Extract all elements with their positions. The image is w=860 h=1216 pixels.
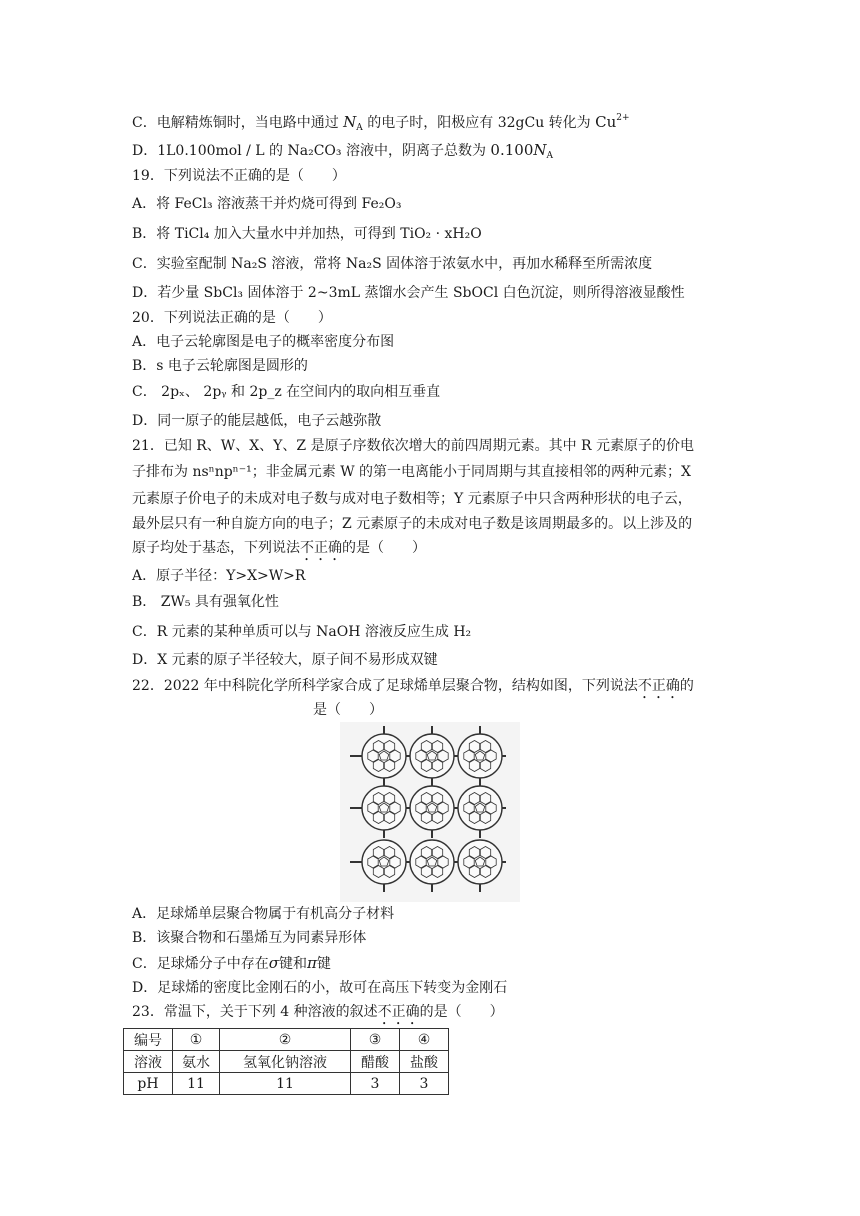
q19-option-d: D．若少量 SbCl₃ 固体溶于 2~3mL 蒸馏水会产生 SbOCl 白色沉淀，则所得溶液显酸性 xyxy=(132,285,685,301)
table-cell: pH xyxy=(124,1073,173,1095)
table-cell: 盐酸 xyxy=(400,1051,449,1073)
q21-stem-5 xyxy=(132,538,426,564)
q21-option-c: C．R 元素的某种单质可以与 NaOH 溶液反应生成 H₂ xyxy=(132,624,472,640)
q20-option-d: D．同一原子的能层越低，电子云越弥散 xyxy=(132,413,382,429)
q22-emphasis: 不正确 xyxy=(637,678,680,694)
fullerene-polymer-figure xyxy=(340,722,520,902)
table-cell: 醋酸 xyxy=(351,1051,400,1073)
q22-stem-1b: 的 xyxy=(679,678,694,694)
q22c-text-3: 键 xyxy=(316,956,331,972)
q20-option-a: A．电子云轮廓图是电子的概率密度分布图 xyxy=(132,334,395,350)
q21-option-a: A．原子半径：Y>X>W>R xyxy=(132,568,306,584)
q22-stem-1a: 22．2022 年中科院化学所科学家合成了足球烯单层聚合物，结构如图，下列说法 xyxy=(132,678,638,694)
q19-option-b: B．将 TiCl₄ 加入大量水中并加热，可得到 TiO₂ · xH₂O xyxy=(132,226,482,242)
q23-emphasis: 不正确 xyxy=(377,1004,420,1020)
q23-stem-a: 23．常温下，关于下列 4 种溶液的叙述 xyxy=(132,1004,378,1020)
table-row xyxy=(124,1051,449,1073)
q18c-text-2: 的电子时，阳极应有 32gCu 转化为 xyxy=(367,115,591,131)
na-symbol: N xyxy=(343,113,357,131)
q22-stem-2: 是（ ） xyxy=(313,702,383,718)
q19-option-a: A．将 FeCl₃ 溶液蒸干并灼烧可得到 Fe₂O₃ xyxy=(132,196,402,212)
q21-option-d: D．X 元素的原子半径较大，原子间不易形成双键 xyxy=(132,652,438,668)
table-row xyxy=(124,1073,449,1095)
table-cell: ③ xyxy=(351,1029,400,1051)
q18c-text-1: C．电解精炼铜时，当电路中通过 xyxy=(132,115,339,131)
table-cell: 11 xyxy=(173,1073,220,1095)
fullerene-ball xyxy=(362,840,406,884)
q19-option-c: C．实验室配制 Na₂S 溶液，常将 Na₂S 固体溶于浓氨水中，再加水稀释至所需浓度 xyxy=(132,256,653,272)
q18-option-c xyxy=(132,108,630,138)
q19-stem: 19．下列说法不正确的是（ ） xyxy=(132,168,346,184)
q22-option-b: B．该聚合物和石墨烯互为同素异形体 xyxy=(132,930,367,946)
fullerene-ball xyxy=(410,840,454,884)
cu-charge: 2+ xyxy=(616,113,630,123)
q18d-text: D．1L0.100mol / L 的 Na₂CO₃ 溶液中，阴离子总数为 xyxy=(132,143,486,159)
q20-option-b: B．s 电子云轮廓图是圆形的 xyxy=(132,358,308,374)
na-symbol-2: N xyxy=(533,141,547,159)
q21-stem-5a: 原子均处于基态，下列说法 xyxy=(132,540,300,556)
fullerene-ball xyxy=(458,840,502,884)
table-cell: ④ xyxy=(400,1029,449,1051)
q21-stem-2: 子排布为 nsⁿnpⁿ⁻¹；非金属元素 W 的第一电离能小于同周期与其直接相邻的两种元素；X xyxy=(132,464,691,480)
q18-option-d xyxy=(132,140,553,166)
q22-option-a: A．足球烯单层聚合物属于有机高分子材料 xyxy=(132,906,395,922)
na-subscript-2: A xyxy=(546,151,553,161)
solution-table xyxy=(123,1028,449,1095)
table-cell: 氢氧化钠溶液 xyxy=(220,1051,351,1073)
table-cell: 3 xyxy=(351,1073,400,1095)
table-cell: 溶液 xyxy=(124,1051,173,1073)
table-cell: 氨水 xyxy=(173,1051,220,1073)
q22c-text-1: C．足球烯分子中存在 xyxy=(132,956,269,972)
fullerene-ball xyxy=(362,786,406,830)
table-cell: ② xyxy=(220,1029,351,1051)
q23-stem-b: 的是（ ） xyxy=(419,1004,504,1020)
pi-symbol: π xyxy=(306,954,317,972)
cu-symbol: Cu xyxy=(595,113,617,131)
table-row xyxy=(124,1029,449,1051)
q22-option-d: D．足球烯的密度比金刚石的小，故可在高压下转变为金刚石 xyxy=(132,980,508,996)
fullerene-ball xyxy=(458,734,502,778)
na-subscript: A xyxy=(356,123,363,133)
q21-stem-3: 元素原子价电子的未成对电子数与成对电子数相等；Y 元素原子中只含两种形状的电子云， xyxy=(132,491,692,507)
sigma-symbol: σ xyxy=(268,954,279,972)
q20-stem: 20．下列说法正确的是（ ） xyxy=(132,310,332,326)
q21-option-b: B． ZW₅ 具有强氧化性 xyxy=(132,594,279,610)
fullerene-ball xyxy=(458,786,502,830)
q22c-text-2: 键和 xyxy=(278,956,307,972)
q20-option-c: C． 2pₓ、 2pᵧ 和 2p_z 在空间内的取向相互垂直 xyxy=(132,384,441,400)
q18d-value: 0.100 xyxy=(490,141,534,159)
fullerene-ball xyxy=(410,734,454,778)
q21-stem-4: 最外层只有一种自旋方向的电子；Z 元素原子的未成对电子数是该周期最多的。以上涉及的 xyxy=(132,516,693,532)
q22-stem-1 xyxy=(132,676,694,702)
q21-stem-5b: 的是（ ） xyxy=(342,540,426,556)
fullerene-ball xyxy=(410,786,454,830)
fullerene-ball xyxy=(362,734,406,778)
table-cell: 11 xyxy=(220,1073,351,1095)
q21-emphasis: 不正确 xyxy=(300,540,342,556)
table-cell: 3 xyxy=(400,1073,449,1095)
q23-stem xyxy=(132,1002,504,1028)
q21-stem-1: 21．已知 R、W、X、Y、Z 是原子序数依次增大的前四周期元素。其中 R 元素原子的价电 xyxy=(132,438,695,454)
table-cell: ① xyxy=(173,1029,220,1051)
q22-option-c xyxy=(132,953,331,974)
table-cell: 编号 xyxy=(124,1029,173,1051)
